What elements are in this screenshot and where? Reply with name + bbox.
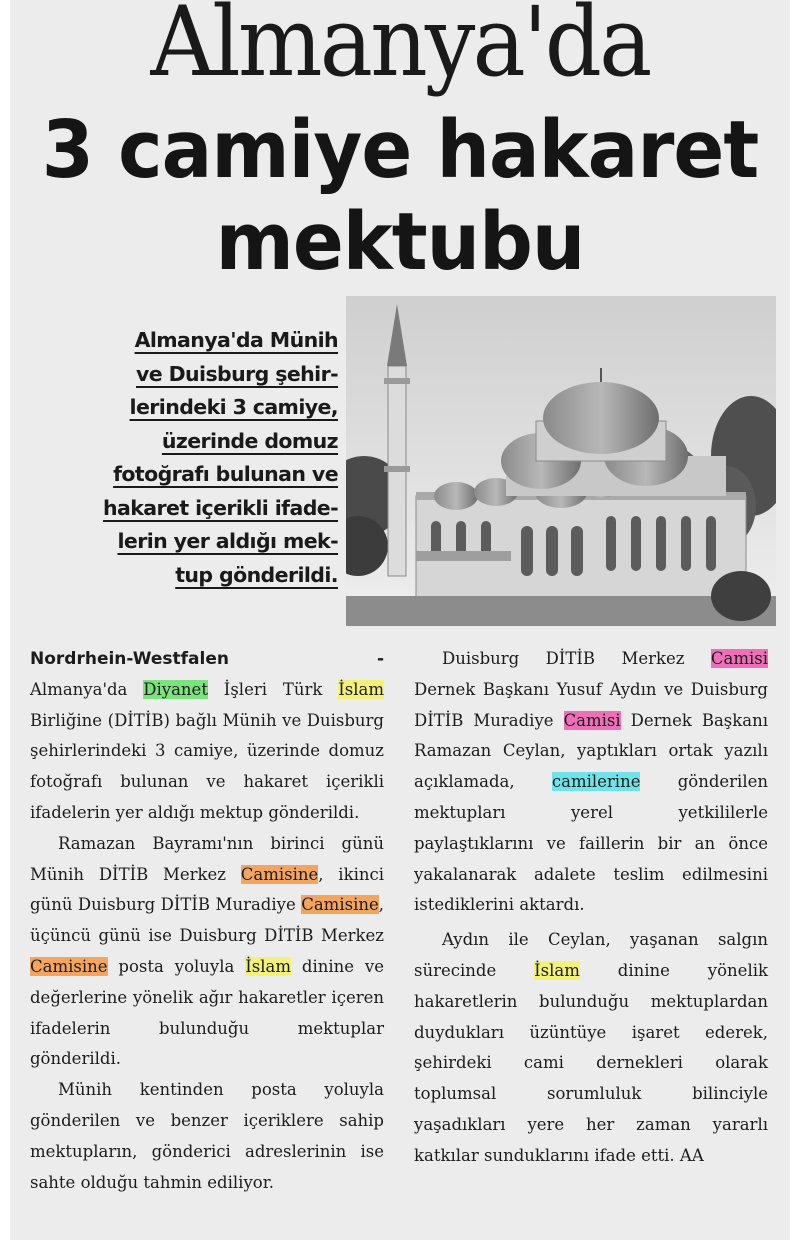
deck-line: üzerinde domuz xyxy=(161,428,338,453)
highlighted-term: Camisi xyxy=(563,710,621,730)
headline: 3 camiye hakaret mektubu xyxy=(41,104,759,288)
mosque-photo xyxy=(346,296,776,626)
text-run: gönderilen mektupları yerel yetkililerle paylaştıklarını ve faillerin bir an önce yakalanarak adalete teslim edilmesini istediklerini aktardı. xyxy=(414,772,769,915)
deck-line: tup gönderildi. xyxy=(175,562,338,587)
column-left xyxy=(30,644,384,1198)
deck-line: ve Duisburg şehir- xyxy=(136,361,338,386)
deck-line: Almanya'da Münih xyxy=(134,328,338,352)
deck-line: hakaret içerikli ifade- xyxy=(103,495,338,520)
text-run: dinine ve değerlerine yönelik ağır hakaretler içeren ifadelerin bulunduğu mektuplar gönderildi. xyxy=(30,956,384,1069)
deck xyxy=(50,324,338,592)
column-right xyxy=(414,644,768,1172)
text-run: Dernek Başkanı Ramazan Ceylan, yaptıkları ortak yazılı açıklamada, xyxy=(414,710,768,792)
text-run: Aydın ile Ceylan, yaşanan salgın sürecinde xyxy=(414,930,768,980)
paragraph xyxy=(414,644,768,921)
text-run: dinine yönelik hakaretlerin bulunduğu mektuplardan duydukları üzüntüye işaret ederek, şehirdeki cami dernekleri olarak toplumsal sorumluluk bilinciyle yaşadıkları yere her zaman yararlı katkılar sunduklarını ifade etti. AA xyxy=(414,960,769,1165)
text-run: Ramazan Bayramı'nın birinci günü Münih DİTİB Merkez xyxy=(30,833,384,884)
deck-line: fotoğrafı bulunan ve xyxy=(113,462,338,486)
text-run: , ikinci günü Duisburg DİTİB Muradiye xyxy=(30,864,385,915)
paragraph xyxy=(30,829,384,1075)
text-run: posta yoluyla xyxy=(107,956,246,976)
highlighted-term: Camisine xyxy=(30,956,108,976)
paragraph xyxy=(414,925,768,1171)
highlighted-term: İslam xyxy=(338,679,384,699)
highlighted-term: İslam xyxy=(534,960,580,980)
highlighted-term: Camisine xyxy=(240,864,319,884)
text-run: Birliğine (DİTİB) bağlı Münih ve Duisburg şehirlerindeki 3 camiye, üzerinde domuz fotoğrafı bulunan ve hakaret içerikli ifadelerin yer aldığı mektup gönderildi. xyxy=(30,710,384,822)
highlighted-term: İslam xyxy=(245,956,291,976)
deck-line: lerindeki 3 camiye, xyxy=(129,395,338,419)
text-run: Duisburg DİTİB Merkez xyxy=(442,649,711,668)
newspaper-clipping xyxy=(10,0,790,1240)
highlighted-term: Camisi xyxy=(710,649,768,668)
highlighted-term: camilerine xyxy=(551,772,641,792)
dateline: Nordrhein-Westfalen xyxy=(30,649,229,669)
highlighted-term: Diyanet xyxy=(143,679,208,699)
text-run: Münih kentinden posta yoluyla gönderilen ve benzer içeriklere sahip mektupların, gönderici adreslerinin ise sahte olduğu tahmin ediliyor. xyxy=(30,1080,384,1192)
text-run: İşleri Türk xyxy=(207,679,339,699)
text-run: Almanya'da xyxy=(30,679,144,699)
paragraph xyxy=(30,644,384,829)
dateline-separator: - xyxy=(376,649,384,669)
deck-line: lerin yer aldığı mek- xyxy=(117,529,338,553)
text-run: , üçüncü günü ise Duisburg DİTİB Merkez xyxy=(30,895,384,946)
paragraph xyxy=(30,1075,384,1198)
kicker: Almanya'da xyxy=(150,0,650,98)
text-run: Dernek Başkanı Yusuf Aydın ve Duisburg DİTİB Muradiye xyxy=(414,679,768,730)
highlighted-term: Camisine xyxy=(301,895,379,915)
